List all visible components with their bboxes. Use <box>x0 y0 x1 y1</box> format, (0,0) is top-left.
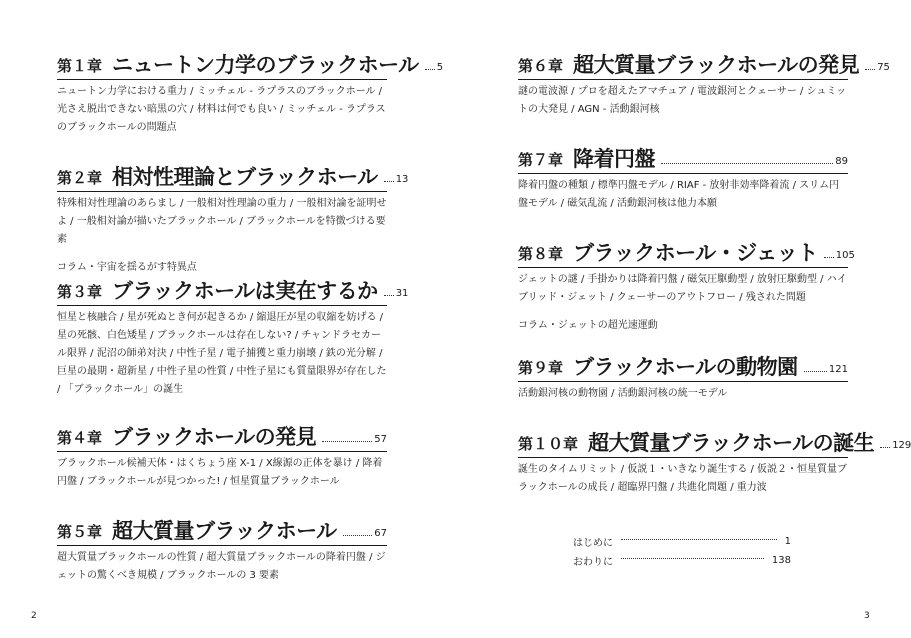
chapter-topics: 謎の電波源 / プロを超えたアマチュア / 電波銀河とクェーサー / シュミットの大発見 / AGN - 活動銀河核 <box>518 86 847 115</box>
chapter-number: 第５章 <box>57 523 103 541</box>
chapter-title: 超大質量ブラックホール <box>112 519 337 543</box>
chapter-title: 超大質量ブラックホールの発見 <box>573 53 860 77</box>
front-back-matter <box>573 532 791 570</box>
chapter-number: 第９章 <box>518 359 564 377</box>
chapter-title: 超大質量ブラックホールの誕生 <box>588 431 875 455</box>
leader-dots <box>661 163 833 164</box>
chapter-heading <box>518 430 911 458</box>
chapter-heading <box>57 278 409 306</box>
chapter-topics: 恒星と核融合 / 星が死ぬとき何が起きるか / 縮退圧が星の収縮を妨げる / 星の死骸、白色矮星 / ブラックホールは存在しない? / チャンドラセカール限界 / 泥沼の師弟対決 / 中性子星 / 電子捕獲と重力崩壊 / 鉄の光分解 / 巨星の最期・超新星 / 中性子星の性質 / 中性子星にも質量限界が存在した / 「ブラックホール」の誕生 <box>57 312 387 395</box>
chapter-topics: 誕生のタイムリミット / 仮説１・いきなり誕生する / 仮説２・恒星質量ブラックホールの成長 / 超臨界円盤 / 共進化問題 / 重力波 <box>518 464 848 493</box>
chapter-number: 第８章 <box>518 245 564 263</box>
extra-label: はじめに <box>573 538 613 549</box>
extra-page-number: 1 <box>784 536 791 547</box>
chapter-heading <box>518 52 890 80</box>
chapter-1 <box>57 52 444 137</box>
chapter-number: 第１０章 <box>518 435 579 453</box>
chapter-heading <box>518 240 855 268</box>
leader-dots <box>322 441 372 442</box>
chapter-page-number: 89 <box>835 156 848 167</box>
chapter-number: 第４章 <box>57 429 103 447</box>
chapter-6 <box>518 52 890 119</box>
chapter-page-number: 57 <box>374 434 387 445</box>
chapter-topics: ニュートン力学における重力 / ミッチェル - ラプラスのブラックホール / 光さえ脱出できない暗黒の穴 / 材料は何でも良い / ミッチェル - ラプラスのブラックホールの問題点 <box>57 86 386 133</box>
chapter-heading <box>518 354 848 382</box>
chapter-heading <box>57 164 409 192</box>
leader-dots <box>621 558 764 559</box>
chapter-number: 第２章 <box>57 169 103 187</box>
chapter-heading <box>57 424 387 452</box>
chapter-page-number: 31 <box>395 288 409 299</box>
extra-entry-intro <box>573 532 791 551</box>
chapter-heading <box>57 518 387 546</box>
leader-dots <box>824 257 834 258</box>
chapter-2 <box>57 164 409 273</box>
leader-dots <box>804 371 827 372</box>
chapter-page-number: 67 <box>374 528 387 539</box>
leader-dots <box>880 447 890 448</box>
chapter-page-number: 121 <box>828 364 848 375</box>
chapter-title: 降着円盤 <box>573 147 656 171</box>
extra-page-number: 138 <box>771 555 791 566</box>
chapter-title: ブラックホール・ジェット <box>573 241 818 265</box>
leader-dots <box>865 69 875 70</box>
page-folio: 2 <box>31 611 37 621</box>
leader-dots <box>425 69 435 70</box>
leader-dots <box>343 535 373 536</box>
chapter-heading <box>518 146 848 174</box>
leader-dots <box>621 539 777 540</box>
chapter-title: 相対性理論とブラックホール <box>112 165 378 189</box>
extra-entry-outro <box>573 551 791 570</box>
column-note: コラム・宇宙を揺るがす特異点 <box>57 262 197 273</box>
chapter-page-number: 105 <box>835 250 855 261</box>
chapter-topics: 超大質量ブラックホールの性質 / 超大質量ブラックホールの降着円盤 / ジェットの驚くべき規模 / ブラックホールの 3 要素 <box>57 552 386 581</box>
chapter-page-number: 129 <box>892 440 911 451</box>
chapter-topics: 降着円盤の種類 / 標準円盤モデル / RIAF - 放射非効率降着流 / スリム円盤モデル / 磁気乱流 / 活動銀河核は他力本願 <box>518 180 840 209</box>
chapter-topics: 特殊相対性理論のあらまし / 一般相対性理論の重力 / 一般相対論を証明せよ / 一般相対論が描いたブラックホール / ブラックホールを特徴づける要素 <box>57 198 387 245</box>
chapter-topics: 活動銀河核の動物園 / 活動銀河核の統一モデル <box>518 388 728 399</box>
chapter-page-number: 13 <box>395 174 409 185</box>
chapter-title: ブラックホールの動物園 <box>573 355 798 379</box>
chapter-page-number: 5 <box>436 62 444 73</box>
chapter-7 <box>518 146 848 213</box>
leader-dots <box>384 295 394 296</box>
chapter-topics: ジェットの謎 / 手掛かりは降着円盤 / 磁気圧駆動型 / 放射圧駆動型 / ハイブリッド・ジェット / クェーサーのアウトフロー / 残された問題 <box>518 274 847 303</box>
chapter-number: 第７章 <box>518 151 564 169</box>
chapter-topics: ブラックホール候補天体・はくちょう座 X-1 / X線源の正体を暴け / 降着円盤 / ブラックホールが見つかった! / 恒星質量ブラックホール <box>57 458 383 487</box>
leader-dots <box>384 181 394 182</box>
chapter-number: 第６章 <box>518 57 564 75</box>
chapter-title: ブラックホールの発見 <box>112 425 317 449</box>
chapter-3 <box>57 278 409 399</box>
chapter-page-number: 75 <box>877 62 890 73</box>
left-page <box>0 0 450 638</box>
chapter-number: 第１章 <box>57 57 103 75</box>
column-note: コラム・ジェットの超光速運動 <box>518 320 658 331</box>
chapter-title: ブラックホールは実在するか <box>112 279 378 303</box>
chapter-heading <box>57 52 444 80</box>
chapter-10 <box>518 430 911 497</box>
chapter-9 <box>518 354 848 403</box>
chapter-title: ニュートン力学のブラックホール <box>112 53 419 77</box>
extra-label: おわりに <box>573 557 613 568</box>
chapter-5 <box>57 518 387 585</box>
page-folio: 3 <box>864 611 870 621</box>
chapter-8 <box>518 240 855 331</box>
chapter-number: 第３章 <box>57 283 103 301</box>
chapter-4 <box>57 424 387 491</box>
